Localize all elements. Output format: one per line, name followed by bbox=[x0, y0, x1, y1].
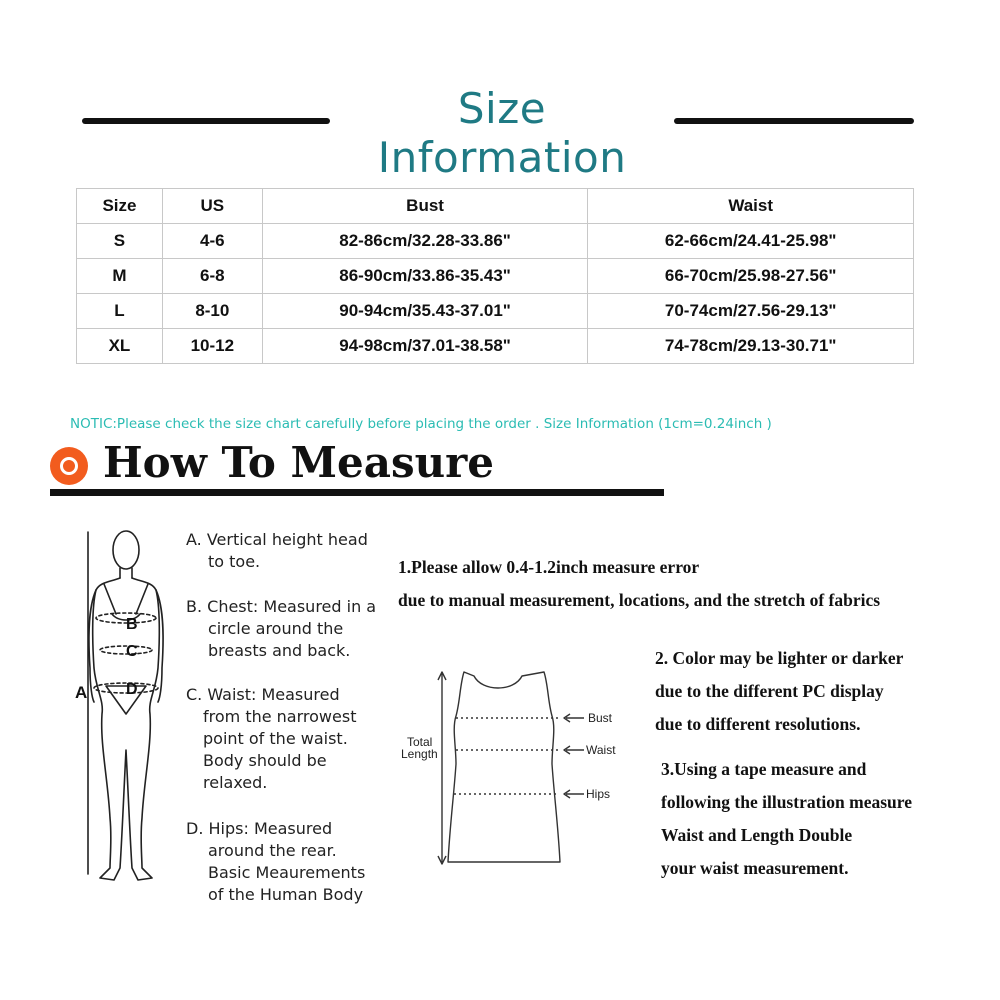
size-table bbox=[76, 188, 914, 364]
waist-label: Waist bbox=[586, 743, 616, 757]
note-2-line-3: due to different resolutions. bbox=[655, 714, 861, 734]
note-2-line-1: 2. Color may be lighter or darker bbox=[655, 648, 904, 668]
table-row bbox=[77, 224, 914, 259]
desc-chest: B. Chest: Measured in a circle around the breasts and back. bbox=[186, 597, 377, 660]
note-1-line-2: due to manual measurement, locations, and the stretch of fabrics bbox=[398, 590, 881, 610]
col-header-bust: Bust bbox=[262, 189, 588, 224]
label-c: C bbox=[126, 643, 138, 660]
cell-us: 4-6 bbox=[162, 224, 262, 259]
note-2-line-2: due to the different PC display bbox=[655, 681, 884, 701]
cell-bust: 82-86cm/32.28-33.86" bbox=[262, 224, 588, 259]
dress-outline bbox=[448, 672, 560, 862]
col-header-size: Size bbox=[77, 189, 163, 224]
cell-waist: 66-70cm/25.98-27.56" bbox=[588, 259, 914, 294]
title-line-right bbox=[674, 118, 914, 124]
table-row bbox=[77, 294, 914, 329]
note-3-line-2: following the illustration measure bbox=[661, 792, 912, 812]
total-length-label-2: Length bbox=[401, 747, 438, 761]
bust-label: Bust bbox=[588, 711, 613, 725]
col-header-us: US bbox=[162, 189, 262, 224]
cell-bust: 86-90cm/33.86-35.43" bbox=[262, 259, 588, 294]
cell-size: S bbox=[77, 224, 163, 259]
heading-underline bbox=[50, 489, 664, 496]
cell-us: 10-12 bbox=[162, 329, 262, 364]
cell-us: 8-10 bbox=[162, 294, 262, 329]
table-row bbox=[77, 329, 914, 364]
col-header-waist: Waist bbox=[588, 189, 914, 224]
page-title: Size Information bbox=[377, 84, 627, 182]
title-line-left bbox=[82, 118, 330, 124]
cell-size: M bbox=[77, 259, 163, 294]
desc-waist: C. Waist: Measured from the narrowest point of the waist. Body should be relaxed. bbox=[186, 685, 357, 792]
orange-circle-icon bbox=[50, 447, 88, 485]
cell-waist: 70-74cm/27.56-29.13" bbox=[588, 294, 914, 329]
note-3-line-3: Waist and Length Double bbox=[661, 825, 853, 845]
bust-arrow bbox=[564, 714, 584, 722]
cell-size: L bbox=[77, 294, 163, 329]
table-header-row bbox=[77, 189, 914, 224]
hips-arrow bbox=[564, 790, 584, 798]
desc-vertical-height: A. Vertical height head to toe. bbox=[186, 530, 368, 571]
table-row bbox=[77, 259, 914, 294]
desc-hips: D. Hips: Measured around the rear. Basic Meaurements of the Human Body bbox=[186, 819, 366, 904]
hips-label: Hips bbox=[586, 787, 611, 801]
waist-arrow bbox=[564, 746, 584, 754]
total-length-label-1: Total bbox=[407, 735, 433, 749]
figure-bra bbox=[104, 584, 148, 620]
note-1-line-1: 1.Please allow 0.4-1.2inch measure error bbox=[398, 557, 700, 577]
cell-bust: 90-94cm/35.43-37.01" bbox=[262, 294, 588, 329]
label-a: A bbox=[75, 683, 88, 702]
figure-head bbox=[113, 531, 139, 569]
cell-bust: 94-98cm/37.01-38.58" bbox=[262, 329, 588, 364]
label-d: D bbox=[126, 681, 138, 698]
body-measurement-figure bbox=[66, 518, 176, 898]
size-notice: NOTIC:Please check the size chart carefully before placing the order . Size Information (1cm=0.24inch ) bbox=[70, 416, 772, 432]
how-to-measure-title: How To Measure bbox=[103, 438, 495, 487]
cell-size: XL bbox=[77, 329, 163, 364]
note-3-line-4: your waist measurement. bbox=[661, 858, 849, 878]
cell-waist: 62-66cm/24.41-25.98" bbox=[588, 224, 914, 259]
cell-us: 6-8 bbox=[162, 259, 262, 294]
label-b: B bbox=[126, 616, 138, 633]
dress-measurement-diagram bbox=[398, 664, 628, 874]
cell-waist: 74-78cm/29.13-30.71" bbox=[588, 329, 914, 364]
note-3-line-1: 3.Using a tape measure and bbox=[661, 759, 867, 779]
